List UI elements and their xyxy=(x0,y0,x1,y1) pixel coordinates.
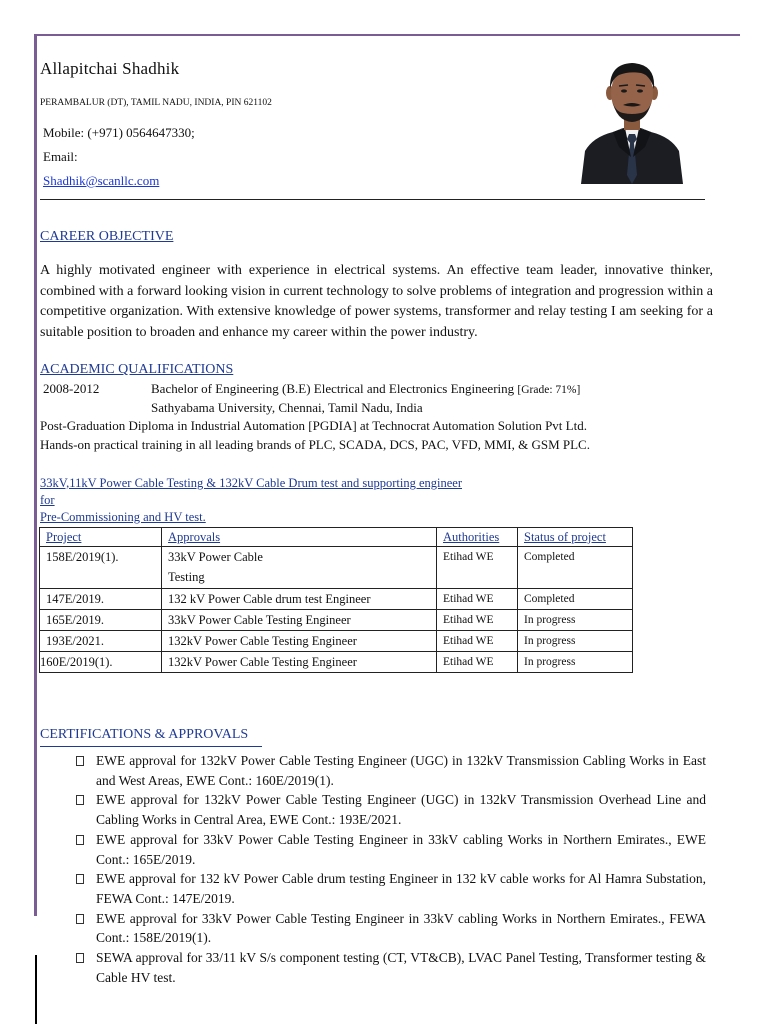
list-item-text: EWE approval for 33kV Power Cable Testing Engineer in 33kV cabling Works in Northern Emirates., EWE Cont.: 165E/2019. xyxy=(96,831,706,867)
certifications-heading-underline xyxy=(40,746,262,747)
projects-table xyxy=(39,527,633,673)
cell-approval-line2: Testing xyxy=(168,570,205,584)
career-objective-text: A highly motivated engineer with experience in electrical systems. An effective team leader, innovative thinker, combined with a forward looking vision in current technology to solve problems of integration and progression within a competitive organization. With extensive knowledge of power systems, transformer and relay testing I am seeking for a suitable position to broaden and enhance my career within the power industry. xyxy=(40,263,713,340)
checkbox-bullet-icon xyxy=(76,756,84,766)
candidate-name: Allapitchai Shadhik xyxy=(40,59,180,78)
email-label: Email: xyxy=(43,149,78,164)
cell-project: 193E/2021. xyxy=(40,631,162,652)
column-header-status: Status of project xyxy=(518,528,633,547)
page-frame-left-lower xyxy=(35,955,37,1024)
cell-authority: Etihad WE xyxy=(437,610,518,631)
testing-heading-line2: for xyxy=(40,493,55,507)
certifications-heading: CERTIFICATIONS & APPROVALS xyxy=(40,727,249,742)
list-item-text: EWE approval for 132kV Power Cable Testing Engineer (UGC) in 132kV Transmission Cabling Works in East and West Areas, EWE Cont.: 160E/2019(1). xyxy=(96,753,706,788)
cell-status: Completed xyxy=(518,547,633,589)
list-item xyxy=(76,869,706,908)
list-item xyxy=(76,830,706,869)
checkbox-bullet-icon xyxy=(76,835,84,845)
academic-university: Sathyabama University, Chennai, Tamil Nadu, India xyxy=(151,400,423,415)
cell-status: In progress xyxy=(518,610,633,631)
checkbox-bullet-icon xyxy=(76,914,84,924)
table-row xyxy=(40,589,633,610)
checkbox-bullet-icon xyxy=(76,953,84,963)
checkbox-bullet-icon xyxy=(76,795,84,805)
cell-approval-line1: 33kV Power Cable xyxy=(168,550,263,564)
academic-hands-on: Hands-on practical training in all leading brands of PLC, SCADA, DCS, PAC, VFD, MMI, & GSM PLC. xyxy=(40,437,590,452)
cell-approval: 33kV Power Cable Testing Engineer xyxy=(162,610,437,631)
cell-status: In progress xyxy=(518,652,633,673)
table-row xyxy=(40,610,633,631)
table-row xyxy=(40,547,633,589)
cell-status: Completed xyxy=(518,589,633,610)
list-item xyxy=(76,948,706,987)
cell-project: 160E/2019(1). xyxy=(40,652,162,673)
column-header-authorities: Authorities xyxy=(437,528,518,547)
testing-heading-line3: Pre-Commissioning and HV test. xyxy=(40,510,206,524)
academic-grade: [Grade: 71%] xyxy=(517,384,581,396)
checkbox-bullet-icon xyxy=(76,874,84,884)
portrait-illustration xyxy=(579,55,685,184)
list-item-text: EWE approval for 132 kV Power Cable drum testing Engineer in 132 kV cable works for Al Hamra Substation, FEWA Cont.: 147E/2019. xyxy=(96,871,706,906)
table-row xyxy=(40,652,633,673)
cell-authority: Etihad WE xyxy=(437,589,518,610)
cell-authority: Etihad WE xyxy=(437,652,518,673)
page-frame-top xyxy=(34,34,740,36)
academic-degree-line xyxy=(151,381,580,397)
cell-approval xyxy=(162,547,437,589)
list-item-text: SEWA approval for 33/11 kV S/s component testing (CT, VT&CB), LVAC Panel Testing, Transformer testing & Cable HV test. xyxy=(96,950,706,985)
academic-heading: ACADEMIC QUALIFICATIONS xyxy=(40,362,234,377)
mobile-number: Mobile: (+971) 0564647330; xyxy=(43,125,195,140)
table-row xyxy=(40,631,633,652)
cell-project: 158E/2019(1). xyxy=(40,547,162,589)
list-item xyxy=(76,909,706,948)
page-frame-left xyxy=(34,34,37,916)
table-header-row xyxy=(40,528,633,547)
academic-pg-diploma: Post-Graduation Diploma in Industrial Automation [PGDIA] at Technocrat Automation Solution Pvt Ltd. xyxy=(40,418,587,433)
email-link[interactable]: Shadhik@scanllc.com xyxy=(43,173,160,188)
certifications-list xyxy=(76,751,706,987)
header-divider xyxy=(40,199,705,200)
academic-degree: Bachelor of Engineering (B.E) Electrical and Electronics Engineering xyxy=(151,381,515,396)
testing-heading-line1: 33kV,11kV Power Cable Testing & 132kV Cable Drum test and supporting engineer xyxy=(40,476,462,490)
list-item xyxy=(76,790,706,829)
column-header-project: Project xyxy=(40,528,162,547)
cell-approval: 132kV Power Cable Testing Engineer xyxy=(162,631,437,652)
cell-approval: 132kV Power Cable Testing Engineer xyxy=(162,652,437,673)
academic-year: 2008-2012 xyxy=(43,381,100,396)
profile-photo xyxy=(579,55,685,184)
cell-project: 147E/2019. xyxy=(40,589,162,610)
cell-project: 165E/2019. xyxy=(40,610,162,631)
list-item-text: EWE approval for 132kV Power Cable Testing Engineer (UGC) in 132kV Transmission Overhead Line and Cabling Works in Central Area, EWE Cont.: 193E/2021. xyxy=(96,792,706,828)
cell-status: In progress xyxy=(518,631,633,652)
address: PERAMBALUR (DT), TAMIL NADU, INDIA, PIN 621102 xyxy=(40,98,272,108)
list-item xyxy=(76,751,706,790)
career-objective-heading: CAREER OBJECTIVE xyxy=(40,229,174,244)
testing-experience-heading xyxy=(40,475,565,526)
column-header-approvals: Approvals xyxy=(162,528,437,547)
cell-approval: 132 kV Power Cable drum test Engineer xyxy=(162,589,437,610)
list-item-text: EWE approval for 33kV Power Cable Testing Engineer in 33kV cabling Works in Northern Emirates., FEWA Cont.: 158E/2019(1). xyxy=(96,910,706,946)
cell-authority: Etihad WE xyxy=(437,547,518,589)
cell-authority: Etihad WE xyxy=(437,631,518,652)
